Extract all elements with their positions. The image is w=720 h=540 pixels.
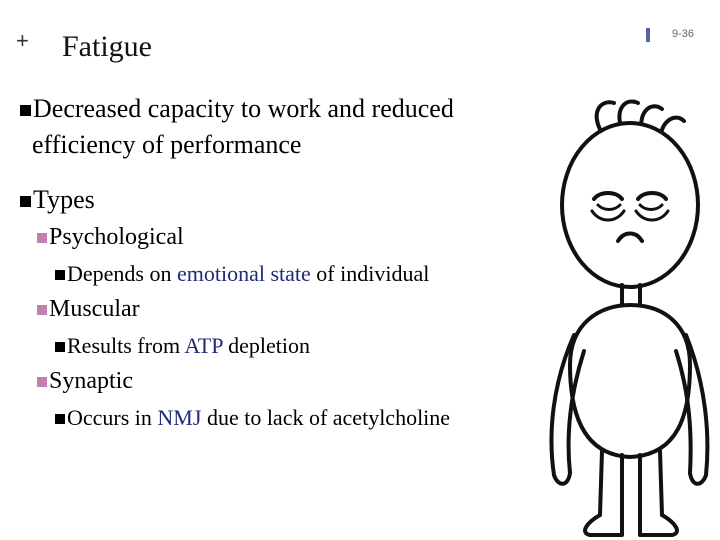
detail-highlight: emotional state — [176, 261, 311, 286]
type-detail-synaptic — [55, 405, 450, 431]
square-bullet-icon — [37, 233, 47, 243]
plus-icon: + — [16, 28, 29, 53]
square-bullet-icon — [55, 342, 65, 352]
tired-figure-illustration — [530, 95, 720, 540]
slide-title: Fatigue — [62, 30, 152, 63]
type-synaptic — [37, 368, 133, 395]
slide-number-text: 9-36 — [671, 28, 694, 40]
bullet-point-types — [20, 185, 95, 215]
type-detail-psychological — [55, 261, 429, 287]
square-bullet-icon — [37, 305, 47, 315]
type-name: Synaptic — [49, 368, 133, 394]
type-name: Psychological — [49, 224, 184, 250]
bullet-point-continuation — [32, 130, 301, 160]
detail-highlight: ATP — [184, 333, 223, 358]
type-psychological — [37, 224, 184, 251]
type-name: Muscular — [49, 296, 140, 322]
square-bullet-icon — [37, 377, 47, 387]
square-bullet-icon — [55, 414, 65, 424]
bullet-point-decreased — [20, 94, 454, 124]
square-bullet-icon — [20, 105, 31, 116]
detail-text: Depends on — [67, 261, 177, 286]
type-detail-muscular — [55, 333, 310, 359]
detail-text: of individual — [310, 261, 430, 286]
detail-text: depletion — [222, 333, 311, 358]
detail-text: due to lack of acetylcholine — [201, 405, 451, 430]
bullet-text: efficiency of performance — [32, 130, 302, 159]
detail-text: Results from — [67, 333, 185, 358]
square-bullet-icon — [20, 196, 31, 207]
detail-highlight: NMJ — [157, 405, 202, 430]
square-bullet-icon — [55, 270, 65, 280]
detail-text: Occurs in — [67, 405, 158, 430]
type-muscular — [37, 296, 140, 323]
bullet-text: Types — [33, 185, 95, 214]
bullet-text: Decreased capacity to work and reduced — [33, 94, 454, 123]
